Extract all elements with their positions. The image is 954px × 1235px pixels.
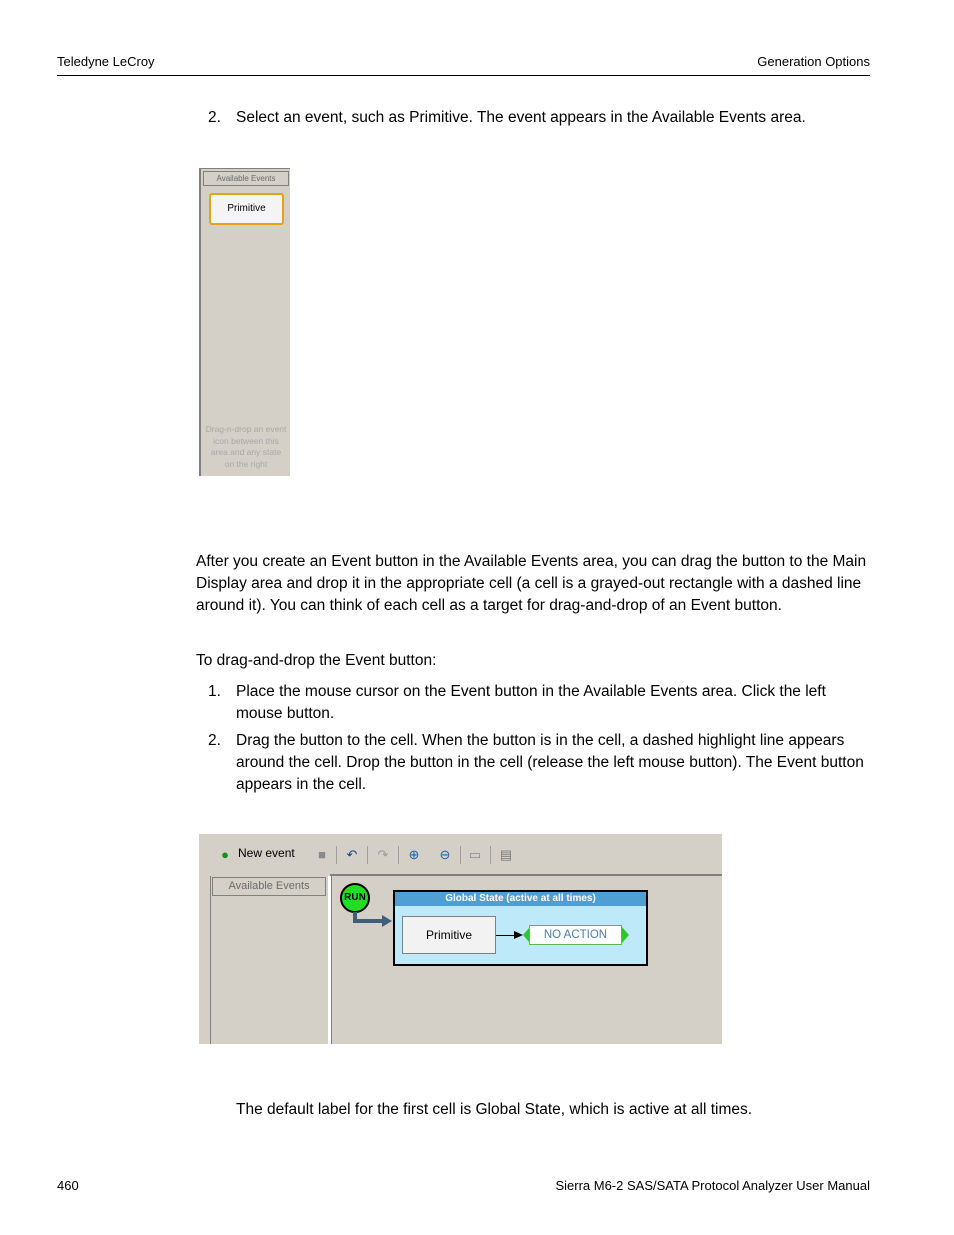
new-event-button[interactable]: New event [238, 846, 295, 860]
toolbar-separator [460, 846, 461, 864]
available-events-title: Available Events [203, 171, 289, 186]
step-text: Select an event, such as Primitive. The event appears in the Available Events area. [236, 109, 806, 126]
step-text: Place the mouse cursor on the Event button in the Available Events area. Click the left mouse button. [236, 683, 826, 722]
global-state-cell[interactable] [393, 890, 648, 966]
event-action-connector [496, 935, 516, 936]
pane-splitter[interactable] [328, 876, 332, 1044]
new-event-icon[interactable]: ● [221, 847, 229, 862]
paragraph-instructions: To drag-and-drop the Event button: [196, 652, 437, 669]
left-pane-border [210, 876, 211, 1044]
page-number: 460 [57, 1178, 79, 1193]
run-arrow-head [382, 915, 392, 927]
state-title: Global State (active at all times) [395, 892, 646, 906]
toolbar-divider [330, 874, 722, 876]
primitive-event-button[interactable]: Primitive [402, 916, 496, 954]
layout-icon[interactable]: ▭ [468, 847, 482, 862]
closing-text: The default label for the first cell is Global State, which is active at all times. [236, 1101, 753, 1118]
toolbar-separator [336, 846, 337, 864]
manual-title: Sierra M6-2 SAS/SATA Protocol Analyzer User Manual [555, 1178, 870, 1193]
connector-arrow-head [514, 931, 523, 939]
zoom-in-icon[interactable]: ⊕ [408, 847, 420, 862]
step-number: 1. [208, 683, 221, 700]
properties-icon[interactable]: ▤ [499, 847, 513, 862]
step-number: 2. [208, 109, 221, 126]
drag-drop-hint: Drag-n-drop an event icon between this area and any state on the right [205, 424, 287, 469]
main-display-screenshot [199, 834, 722, 1044]
zoom-out-icon[interactable]: ⊖ [439, 847, 451, 862]
step-number: 2. [208, 732, 221, 749]
header-left: Teledyne LeCroy [57, 54, 155, 69]
redo-icon[interactable]: ↷ [377, 847, 389, 862]
run-indicator: RUN [340, 883, 370, 913]
paragraph-intro: After you create an Event button in the Available Events area, you can drag the button to the Main Display area and drop it in the appropriate cell (a cell is a grayed-out rectangle with a dashed line around it). You can think of each cell as a target for drag-and-drop of an Event button. [196, 553, 867, 614]
primitive-event-button[interactable]: Primitive [209, 193, 284, 225]
available-events-title: Available Events [212, 877, 326, 896]
delete-icon[interactable]: ■ [318, 847, 326, 862]
toolbar-separator [490, 846, 491, 864]
no-action-button[interactable]: NO ACTION [529, 925, 622, 945]
available-events-panel [199, 168, 290, 476]
action-right-cap [622, 927, 629, 943]
run-arrow [353, 919, 383, 923]
step-text: Drag the button to the cell. When the button is in the cell, a dashed highlight line appears around the cell. Drop the button in the cell (release the left mouse button). The Event button appears in the cell. [236, 732, 864, 793]
toolbar-separator [398, 846, 399, 864]
header-rule [57, 75, 870, 76]
undo-icon[interactable]: ↶ [346, 847, 358, 862]
header-right: Generation Options [757, 54, 870, 69]
toolbar-separator [367, 846, 368, 864]
